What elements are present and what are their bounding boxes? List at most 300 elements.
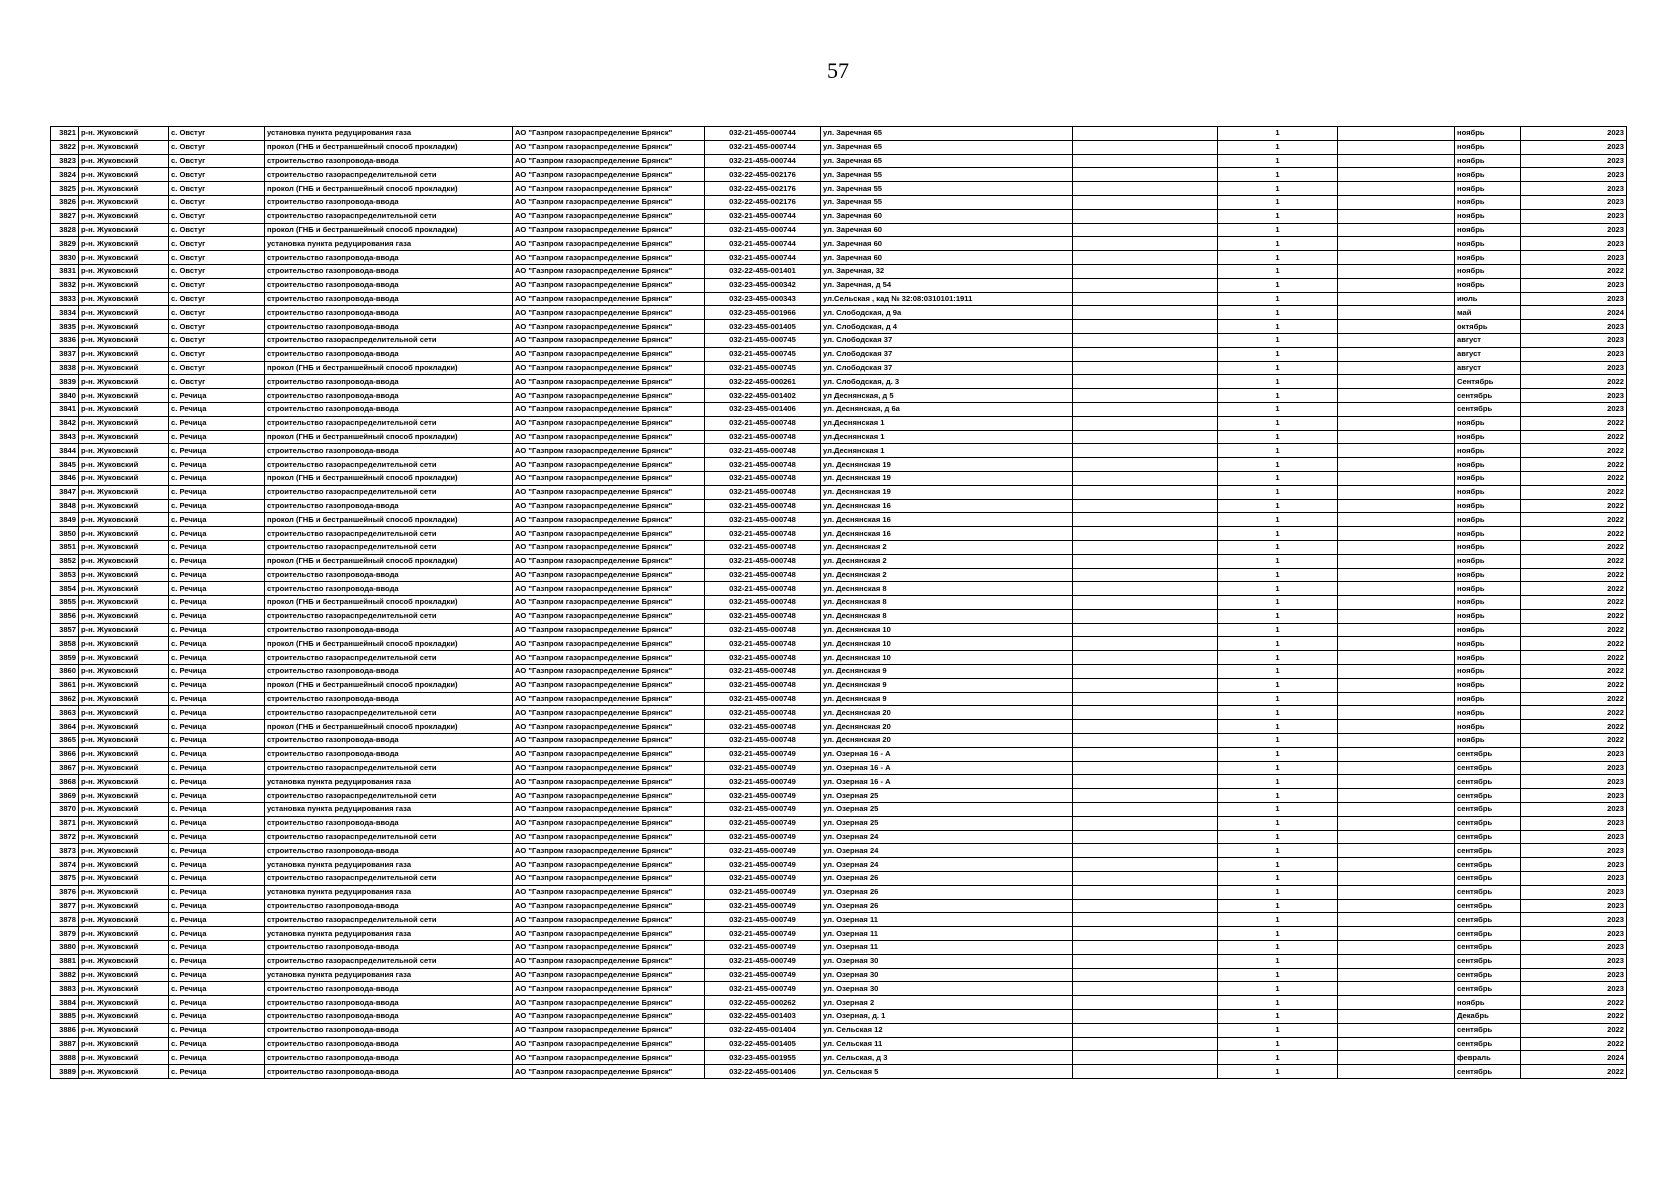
cell-month: ноябрь [1455,568,1521,582]
cell-district: р-н. Жуковский [79,968,169,982]
cell-contract-code: 032-21-455-000749 [705,747,821,761]
cell-number: 3837 [51,347,79,361]
cell-quantity: 1 [1218,885,1338,899]
cell-address: ул. Сельская 11 [821,1037,1073,1051]
cell-organization: АО "Газпром газораспределение Брянск" [513,320,705,334]
cell-work-type: строительство газопровода-ввода [265,195,513,209]
cell-contract-code: 032-21-455-000748 [705,540,821,554]
cell-work-type: строительство газопровода-ввода [265,347,513,361]
cell-contract-code: 032-22-455-001405 [705,1037,821,1051]
table-row [51,927,1627,941]
cell-district: р-н. Жуковский [79,485,169,499]
cell-district: р-н. Жуковский [79,596,169,610]
cell-empty [1073,941,1218,955]
cell-district: р-н. Жуковский [79,665,169,679]
cell-empty [1338,154,1455,168]
cell-empty [1338,830,1455,844]
cell-empty [1073,720,1218,734]
cell-number: 3851 [51,540,79,554]
cell-year: 2022 [1521,568,1627,582]
cell-address: ул. Озерная 16 - А [821,747,1073,761]
cell-empty [1338,899,1455,913]
cell-year: 2023 [1521,333,1627,347]
cell-contract-code: 032-21-455-000748 [705,609,821,623]
cell-address: ул. Заречная 65 [821,154,1073,168]
cell-address: ул.Сельская , кад № 32:08:0310101:1911 [821,292,1073,306]
cell-year: 2023 [1521,803,1627,817]
cell-settlement: с. Речица [169,899,265,913]
cell-empty [1073,540,1218,554]
cell-empty [1073,306,1218,320]
cell-month: ноябрь [1455,127,1521,141]
cell-month: ноябрь [1455,458,1521,472]
cell-district: р-н. Жуковский [79,858,169,872]
cell-empty [1338,195,1455,209]
cell-district: р-н. Жуковский [79,140,169,154]
cell-address: ул. Заречная 65 [821,140,1073,154]
cell-organization: АО "Газпром газораспределение Брянск" [513,251,705,265]
cell-contract-code: 032-21-455-000749 [705,982,821,996]
cell-settlement: с. Речица [169,665,265,679]
cell-year: 2022 [1521,1010,1627,1024]
cell-month: ноябрь [1455,223,1521,237]
cell-empty [1073,637,1218,651]
cell-organization: АО "Газпром газораспределение Брянск" [513,485,705,499]
cell-contract-code: 032-21-455-000748 [705,678,821,692]
cell-month: сентябрь [1455,941,1521,955]
cell-year: 2023 [1521,237,1627,251]
cell-settlement: с. Овстуг [169,127,265,141]
table-row [51,1010,1627,1024]
table-row [51,1051,1627,1065]
cell-contract-code: 032-23-455-001405 [705,320,821,334]
cell-organization: АО "Газпром газораспределение Брянск" [513,1037,705,1051]
cell-month: сентябрь [1455,858,1521,872]
cell-number: 3876 [51,885,79,899]
table-row [51,306,1627,320]
cell-month: август [1455,333,1521,347]
cell-settlement: с. Речица [169,623,265,637]
cell-address: ул. Деснянская 16 [821,527,1073,541]
cell-empty [1073,623,1218,637]
cell-empty [1338,264,1455,278]
cell-organization: АО "Газпром газораспределение Брянск" [513,499,705,513]
cell-year: 2023 [1521,927,1627,941]
cell-settlement: с. Речица [169,527,265,541]
cell-organization: АО "Газпром газораспределение Брянск" [513,430,705,444]
cell-quantity: 1 [1218,665,1338,679]
cell-contract-code: 032-23-455-001406 [705,402,821,416]
cell-year: 2023 [1521,761,1627,775]
cell-month: ноябрь [1455,720,1521,734]
cell-address: ул. Озерная 30 [821,954,1073,968]
cell-number: 3854 [51,582,79,596]
cell-month: ноябрь [1455,637,1521,651]
cell-month: ноябрь [1455,154,1521,168]
cell-empty [1338,623,1455,637]
cell-settlement: с. Овстуг [169,140,265,154]
cell-district: р-н. Жуковский [79,1065,169,1079]
gasification-table [50,126,1627,1079]
table-row [51,885,1627,899]
cell-number: 3863 [51,706,79,720]
cell-settlement: с. Речица [169,1037,265,1051]
cell-month: сентябрь [1455,844,1521,858]
cell-empty [1073,333,1218,347]
cell-settlement: с. Речица [169,927,265,941]
table-row [51,416,1627,430]
cell-number: 3887 [51,1037,79,1051]
cell-work-type: строительство газопровода-ввода [265,1023,513,1037]
cell-district: р-н. Жуковский [79,264,169,278]
cell-empty [1073,347,1218,361]
cell-address: ул. Озерная 11 [821,941,1073,955]
cell-empty [1338,651,1455,665]
cell-year: 2023 [1521,154,1627,168]
cell-number: 3884 [51,996,79,1010]
cell-organization: АО "Газпром газораспределение Брянск" [513,347,705,361]
cell-empty [1338,747,1455,761]
cell-year: 2023 [1521,913,1627,927]
cell-month: ноябрь [1455,251,1521,265]
cell-number: 3850 [51,527,79,541]
cell-work-type: прокол (ГНБ и бестраншейный способ прокладки) [265,223,513,237]
cell-empty [1338,734,1455,748]
cell-empty [1338,347,1455,361]
cell-empty [1338,996,1455,1010]
cell-contract-code: 032-21-455-000748 [705,430,821,444]
table-row [51,1023,1627,1037]
cell-contract-code: 032-22-455-001402 [705,389,821,403]
cell-empty [1338,168,1455,182]
cell-month: ноябрь [1455,706,1521,720]
cell-district: р-н. Жуковский [79,237,169,251]
cell-month: ноябрь [1455,513,1521,527]
cell-empty [1073,264,1218,278]
cell-district: р-н. Жуковский [79,885,169,899]
cell-settlement: с. Речица [169,540,265,554]
cell-empty [1338,485,1455,499]
cell-quantity: 1 [1218,734,1338,748]
cell-settlement: с. Речица [169,775,265,789]
cell-organization: АО "Газпром газораспределение Брянск" [513,844,705,858]
cell-year: 2023 [1521,251,1627,265]
cell-number: 3888 [51,1051,79,1065]
cell-quantity: 1 [1218,954,1338,968]
cell-empty [1073,444,1218,458]
cell-empty [1338,223,1455,237]
cell-work-type: строительство газораспределительной сети [265,954,513,968]
table-row [51,527,1627,541]
table-row [51,1065,1627,1079]
cell-organization: АО "Газпром газораспределение Брянск" [513,513,705,527]
cell-district: р-н. Жуковский [79,803,169,817]
cell-organization: АО "Газпром газораспределение Брянск" [513,389,705,403]
cell-contract-code: 032-21-455-000744 [705,140,821,154]
cell-settlement: с. Речица [169,968,265,982]
cell-quantity: 1 [1218,471,1338,485]
cell-empty [1338,471,1455,485]
cell-settlement: с. Овстуг [169,320,265,334]
cell-empty [1073,527,1218,541]
cell-month: сентябрь [1455,913,1521,927]
cell-month: ноябрь [1455,471,1521,485]
table-row [51,858,1627,872]
cell-quantity: 1 [1218,816,1338,830]
cell-district: р-н. Жуковский [79,209,169,223]
cell-address: ул. Озерная 16 - А [821,761,1073,775]
table-row [51,568,1627,582]
cell-year: 2023 [1521,209,1627,223]
cell-organization: АО "Газпром газораспределение Брянск" [513,154,705,168]
cell-number: 3864 [51,720,79,734]
table-row [51,913,1627,927]
cell-address: ул. Деснянская 9 [821,692,1073,706]
cell-number: 3839 [51,375,79,389]
cell-empty [1073,1023,1218,1037]
cell-address: ул. Озерная 26 [821,872,1073,886]
cell-address: ул. Озерная 11 [821,913,1073,927]
cell-empty [1073,154,1218,168]
cell-empty [1073,954,1218,968]
cell-settlement: с. Речица [169,761,265,775]
cell-empty [1338,458,1455,472]
cell-year: 2023 [1521,292,1627,306]
cell-address: ул. Деснянская 19 [821,471,1073,485]
cell-empty [1073,968,1218,982]
table-row [51,844,1627,858]
cell-month: ноябрь [1455,540,1521,554]
cell-settlement: с. Речица [169,706,265,720]
cell-address: ул. Озерная 26 [821,885,1073,899]
table-row [51,899,1627,913]
table-row [51,761,1627,775]
cell-organization: АО "Газпром газораспределение Брянск" [513,554,705,568]
cell-month: сентябрь [1455,872,1521,886]
cell-year: 2022 [1521,720,1627,734]
cell-district: р-н. Жуковский [79,913,169,927]
cell-number: 3845 [51,458,79,472]
cell-empty [1073,361,1218,375]
cell-address: ул. Деснянская 8 [821,609,1073,623]
cell-empty [1338,1065,1455,1079]
cell-organization: АО "Газпром газораспределение Брянск" [513,982,705,996]
cell-address: ул. Деснянская 2 [821,554,1073,568]
cell-organization: АО "Газпром газораспределение Брянск" [513,444,705,458]
cell-empty [1073,1037,1218,1051]
cell-district: р-н. Жуковский [79,720,169,734]
cell-year: 2022 [1521,692,1627,706]
cell-work-type: установка пункта редуцирования газа [265,885,513,899]
cell-year: 2022 [1521,996,1627,1010]
cell-district: р-н. Жуковский [79,499,169,513]
cell-number: 3832 [51,278,79,292]
cell-address: ул. Деснянская 8 [821,596,1073,610]
cell-organization: АО "Газпром газораспределение Брянск" [513,1065,705,1079]
table-row [51,1037,1627,1051]
table-row [51,485,1627,499]
cell-number: 3877 [51,899,79,913]
cell-contract-code: 032-21-455-000749 [705,830,821,844]
table-row [51,747,1627,761]
cell-organization: АО "Газпром газораспределение Брянск" [513,858,705,872]
cell-number: 3874 [51,858,79,872]
cell-empty [1073,1051,1218,1065]
cell-settlement: с. Речица [169,982,265,996]
cell-contract-code: 032-21-455-000748 [705,720,821,734]
cell-month: ноябрь [1455,734,1521,748]
cell-district: р-н. Жуковский [79,430,169,444]
cell-work-type: прокол (ГНБ и бестраншейный способ прокладки) [265,140,513,154]
cell-empty [1073,913,1218,927]
cell-quantity: 1 [1218,320,1338,334]
cell-empty [1338,402,1455,416]
cell-quantity: 1 [1218,264,1338,278]
cell-number: 3822 [51,140,79,154]
cell-district: р-н. Жуковский [79,830,169,844]
cell-empty [1073,292,1218,306]
cell-number: 3833 [51,292,79,306]
table-row [51,816,1627,830]
cell-number: 3858 [51,637,79,651]
table-row [51,623,1627,637]
cell-contract-code: 032-21-455-000748 [705,444,821,458]
table-row [51,803,1627,817]
cell-quantity: 1 [1218,333,1338,347]
cell-district: р-н. Жуковский [79,223,169,237]
cell-contract-code: 032-21-455-000745 [705,333,821,347]
cell-organization: АО "Газпром газораспределение Брянск" [513,127,705,141]
cell-settlement: с. Овстуг [169,278,265,292]
cell-quantity: 1 [1218,927,1338,941]
cell-address: ул. Заречная 55 [821,182,1073,196]
cell-address: ул. Озерная 30 [821,982,1073,996]
table-row [51,458,1627,472]
cell-quantity: 1 [1218,775,1338,789]
cell-district: р-н. Жуковский [79,182,169,196]
cell-empty [1073,706,1218,720]
cell-settlement: с. Речица [169,554,265,568]
cell-empty [1338,127,1455,141]
cell-month: сентябрь [1455,885,1521,899]
cell-number: 3846 [51,471,79,485]
cell-address: ул. Озерная 16 - А [821,775,1073,789]
cell-district: р-н. Жуковский [79,651,169,665]
cell-empty [1338,872,1455,886]
cell-number: 3870 [51,803,79,817]
cell-work-type: строительство газопровода-ввода [265,292,513,306]
cell-organization: АО "Газпром газораспределение Брянск" [513,706,705,720]
cell-year: 2022 [1521,485,1627,499]
cell-district: р-н. Жуковский [79,306,169,320]
cell-quantity: 1 [1218,1010,1338,1024]
cell-organization: АО "Газпром газораспределение Брянск" [513,596,705,610]
cell-quantity: 1 [1218,389,1338,403]
cell-district: р-н. Жуковский [79,361,169,375]
cell-work-type: строительство газораспределительной сети [265,830,513,844]
cell-empty [1073,885,1218,899]
cell-quantity: 1 [1218,830,1338,844]
cell-empty [1338,678,1455,692]
cell-work-type: строительство газораспределительной сети [265,333,513,347]
cell-empty [1338,375,1455,389]
cell-work-type: строительство газопровода-ввода [265,306,513,320]
cell-organization: АО "Газпром газораспределение Брянск" [513,333,705,347]
cell-year: 2023 [1521,899,1627,913]
table-row [51,402,1627,416]
cell-month: октябрь [1455,320,1521,334]
cell-empty [1073,237,1218,251]
cell-quantity: 1 [1218,1065,1338,1079]
cell-address: ул. Озерная 25 [821,803,1073,817]
cell-empty [1073,582,1218,596]
cell-settlement: с. Речица [169,402,265,416]
cell-address: ул. Деснянская, д 6а [821,402,1073,416]
cell-contract-code: 032-21-455-000749 [705,775,821,789]
cell-empty [1338,430,1455,444]
cell-quantity: 1 [1218,182,1338,196]
cell-empty [1338,941,1455,955]
cell-work-type: прокол (ГНБ и бестраншейный способ прокладки) [265,637,513,651]
cell-empty [1073,127,1218,141]
cell-contract-code: 032-22-455-001403 [705,1010,821,1024]
cell-organization: АО "Газпром газораспределение Брянск" [513,1010,705,1024]
cell-number: 3826 [51,195,79,209]
cell-work-type: строительство газопровода-ввода [265,264,513,278]
cell-empty [1338,499,1455,513]
table-row [51,665,1627,679]
cell-year: 2023 [1521,941,1627,955]
cell-organization: АО "Газпром газораспределение Брянск" [513,678,705,692]
table-row [51,513,1627,527]
cell-month: сентябрь [1455,1023,1521,1037]
cell-address: ул. Заречная 55 [821,195,1073,209]
cell-address: ул. Озерная, д. 1 [821,1010,1073,1024]
cell-address: ул. Деснянская 20 [821,706,1073,720]
cell-work-type: строительство газопровода-ввода [265,747,513,761]
cell-address: ул. Заречная 55 [821,168,1073,182]
cell-year: 2022 [1521,416,1627,430]
cell-year: 2022 [1521,623,1627,637]
cell-settlement: с. Речица [169,637,265,651]
cell-work-type: строительство газопровода-ввода [265,816,513,830]
cell-district: р-н. Жуковский [79,568,169,582]
cell-empty [1073,458,1218,472]
cell-work-type: строительство газораспределительной сети [265,761,513,775]
table-row [51,444,1627,458]
table-row [51,734,1627,748]
cell-address: ул. Слободская 37 [821,361,1073,375]
cell-work-type: строительство газораспределительной сети [265,872,513,886]
cell-number: 3885 [51,1010,79,1024]
cell-year: 2022 [1521,458,1627,472]
cell-settlement: с. Речица [169,416,265,430]
cell-work-type: строительство газораспределительной сети [265,609,513,623]
cell-number: 3856 [51,609,79,623]
cell-settlement: с. Речица [169,885,265,899]
cell-month: август [1455,347,1521,361]
cell-quantity: 1 [1218,458,1338,472]
cell-address: ул. Деснянская 19 [821,485,1073,499]
cell-district: р-н. Жуковский [79,471,169,485]
cell-empty [1338,182,1455,196]
cell-work-type: строительство газораспределительной сети [265,527,513,541]
cell-number: 3853 [51,568,79,582]
table-row [51,237,1627,251]
table-row [51,182,1627,196]
cell-work-type: прокол (ГНБ и бестраншейный способ прокладки) [265,430,513,444]
cell-year: 2022 [1521,651,1627,665]
